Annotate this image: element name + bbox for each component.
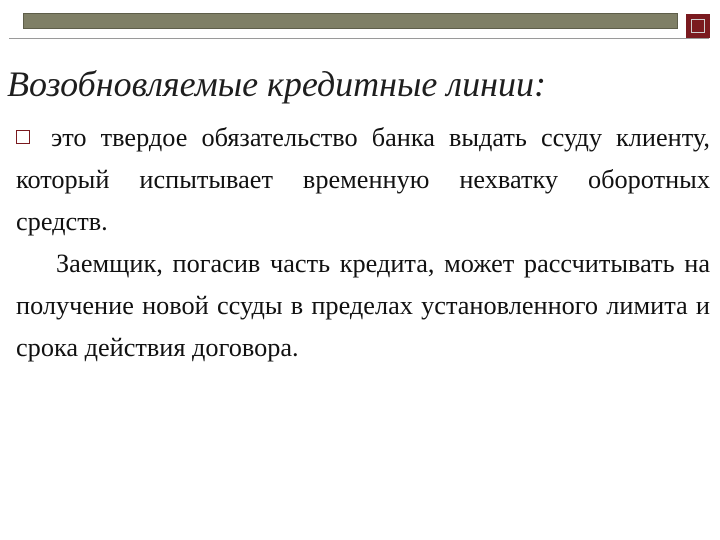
hollow-square-bullet-icon [16,130,30,144]
slide-content [16,117,710,369]
title-underline [9,38,709,39]
corner-square-icon [686,14,710,38]
corner-square-inner [691,19,705,33]
paragraph-borrower-text: Заемщик, погасив часть кредита, может рассчитывать на получение новой ссуды в пределах установленного лимита и срока действия договора. [16,249,710,362]
slide-title: Возобновляемые кредитные линии: [7,64,546,105]
paragraph-borrower [16,243,710,369]
paragraph-definition-text: это твердое обязательство банка выдать ссуду клиенту, который испытывает временную нехватку оборотных средств. [16,123,710,236]
top-decorative-bar [23,13,678,29]
paragraph-definition [16,117,710,243]
